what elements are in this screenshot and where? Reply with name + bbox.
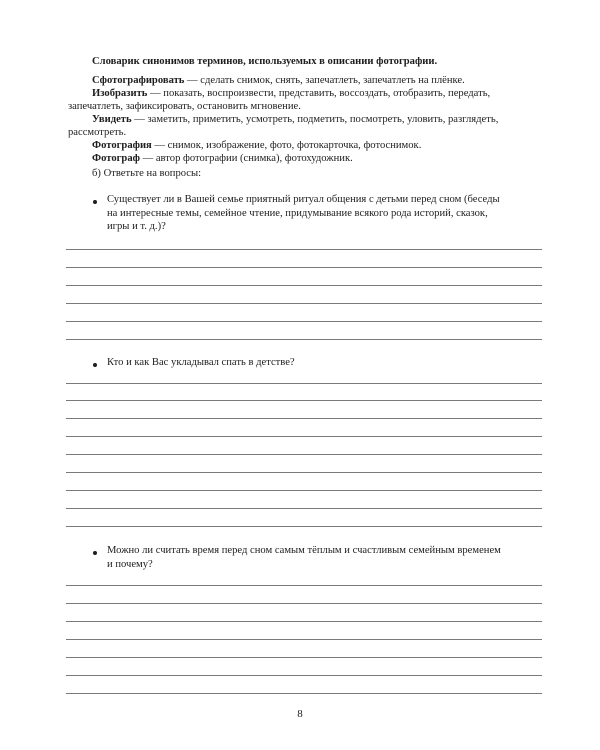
answer-line[interactable] [66,303,542,304]
answer-line[interactable] [66,285,542,286]
question-line: и почему? [107,558,153,570]
answer-line[interactable] [66,639,542,640]
glossary-term: Сфотографировать [92,75,185,86]
question-line: Можно ли считать время перед сном самым тёплым и счастливым семейным временем [107,545,501,556]
answer-line[interactable] [66,383,542,384]
question-1 [107,193,545,234]
answer-line[interactable] [66,267,542,268]
glossary-heading: Словарик синонимов терминов, используемых в описании фотографии. [92,56,438,67]
glossary-entry-photographer [92,152,542,165]
bullet-icon [93,363,97,367]
question-3 [107,544,545,571]
answer-line[interactable] [66,621,542,622]
question-2 [107,356,545,370]
glossary-definition: — снимок, изображение, фото, фотокарточка, фотоснимок. [151,140,422,151]
answer-line[interactable] [66,454,542,455]
glossary-entry-photograph-verb [92,74,542,87]
answer-line[interactable] [66,339,542,340]
glossary-term: Фотография [92,140,152,151]
page-number: 8 [297,708,303,720]
glossary-term: Фотограф [92,153,140,164]
answer-line[interactable] [66,693,542,694]
glossary-term: Изобразить [92,88,148,99]
glossary-entry-depict [68,87,542,113]
task-label: б) Ответьте на вопросы: [92,168,202,179]
answer-line[interactable] [66,657,542,658]
glossary-entry-photo-noun [92,139,542,152]
glossary-definition: — показать, воспроизвести, представить, воссоздать, отобразить, передать, запечатлеть, зафиксировать, остановить мгновение. [68,88,491,112]
answer-line[interactable] [66,585,542,586]
answer-line[interactable] [66,418,542,419]
answer-line[interactable] [66,472,542,473]
question-line: на интересные темы, семейное чтение, придумывание всякого рода историй, сказок, [107,207,488,219]
answer-line[interactable] [66,249,542,250]
glossary-definition: — заметить, приметить, усмотреть, подметить, посмотреть, уловить, разглядеть, рассмотреть. [68,114,499,138]
glossary-definition: — автор фотографии (снимка), фотохудожник. [139,153,353,164]
answer-line[interactable] [66,603,542,604]
bullet-icon [93,551,97,555]
glossary-term: Увидеть [92,114,132,125]
question-line: Существует ли в Вашей семье приятный ритуал общения с детьми перед сном (беседы [107,194,500,205]
answer-line[interactable] [66,321,542,322]
bullet-icon [93,200,97,204]
answer-line[interactable] [66,400,542,401]
glossary-definition: — сделать снимок, снять, запечатлеть, запечатлеть на плёнке. [184,75,465,86]
answer-line[interactable] [66,508,542,509]
question-line: Кто и как Вас укладывал спать в детстве? [107,357,295,368]
answer-line[interactable] [66,675,542,676]
answer-line[interactable] [66,490,542,491]
answer-line[interactable] [66,436,542,437]
glossary-entry-see [68,113,542,139]
answer-line[interactable] [66,526,542,527]
question-line: игры и т. д.)? [107,221,166,232]
